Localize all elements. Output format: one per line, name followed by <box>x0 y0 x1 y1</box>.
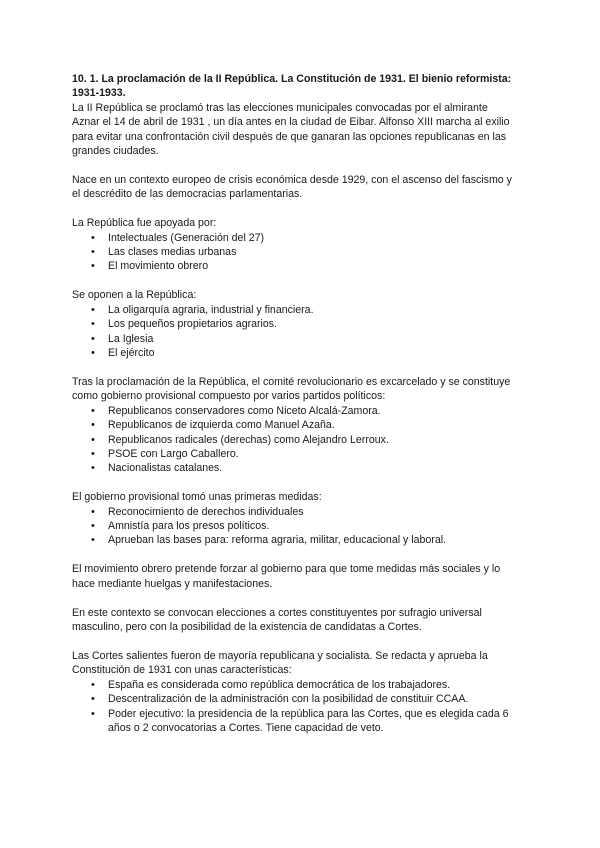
list-item: • PSOE con Largo Caballero. <box>72 447 512 461</box>
support-list <box>72 231 512 274</box>
support-heading: La República fue apoyada por: <box>72 217 217 230</box>
elections-paragraph: En este contexto se convocan elecciones a cortes constituyentes por sufragio universal masculino, pero con la posibilidad de la existencia de candidatas a Cortes. <box>72 606 482 634</box>
list-item: • España es considerada como república democrática de los trabajadores. <box>72 678 512 692</box>
measures-heading: El gobierno provisional tomó unas primeras medidas: <box>72 491 322 504</box>
context-paragraph: Nace en un contexto europeo de crisis económica desde 1929, con el ascenso del fascismo y el descrédito de las democracias parlamentarias. <box>72 173 512 201</box>
list-item: • El movimiento obrero <box>72 259 512 273</box>
list-item: • La Iglesia <box>72 332 512 346</box>
intro-paragraph: La II República se proclamó tras las elecciones municipales convocadas por el almirante Aznar el 14 de abril de 1931 , un día antes en la ciudad de Eibar. Alfonso XIII marcha al exilio para evitar una confrontación civil después de que ganaran las opciones republicanas en las grandes ciudades. <box>72 101 510 158</box>
constitution-heading: Las Cortes salientes fueron de mayoría republicana y socialista. Se redacta y aprueba la Constitución de 1931 con unas características: <box>72 650 488 677</box>
provisional-list <box>72 404 512 476</box>
document-content <box>72 72 512 735</box>
list-item: • El ejército <box>72 346 512 360</box>
list-item: • Amnistía para los presos políticos. <box>72 519 512 533</box>
list-item: • Reconocimiento de derechos individuales <box>72 505 512 519</box>
measures-list <box>72 505 512 548</box>
list-item: • La oligarquía agraria, industrial y financiera. <box>72 303 512 317</box>
constitution-list <box>72 678 512 736</box>
list-item: • Republicanos radicales (derechas) como Alejandro Lerroux. <box>72 433 512 447</box>
opposition-list <box>72 303 512 361</box>
list-item: • Los pequeños propietarios agrarios. <box>72 317 512 331</box>
list-item: • Aprueban las bases para: reforma agraria, militar, educacional y laboral. <box>72 533 512 547</box>
list-item: • Intelectuales (Generación del 27) <box>72 231 512 245</box>
list-item: • Las clases medias urbanas <box>72 245 512 259</box>
provisional-heading: Tras la proclamación de la República, el comité revolucionario es excarcelado y se constituye como gobierno provisional compuesto por varios partidos políticos: <box>72 375 511 403</box>
opposition-heading: Se oponen a la República: <box>72 289 197 302</box>
list-item: • Descentralización de la administración con la posibilidad de constituir CCAA. <box>72 692 512 706</box>
page-title: 10. 1. La proclamación de la II República. La Constitución de 1931. El bienio reformista: 1931-1933. <box>72 73 512 100</box>
list-item: • Republicanos de izquierda como Manuel Azaña. <box>72 418 512 432</box>
list-item: • Nacionalistas catalanes. <box>72 461 512 475</box>
workers-paragraph: El movimiento obrero pretende forzar al gobierno para que tome medidas más sociales y lo hace mediante huelgas y manifestaciones. <box>72 563 501 590</box>
list-item: • Poder ejecutivo: la presidencia de la república para las Cortes, que es elegida cada 6 años o 2 convocatorias a Cortes. Tiene capacidad de veto. <box>72 707 512 736</box>
list-item: • Republicanos conservadores como Niceto Alcalá-Zamora. <box>72 404 512 418</box>
